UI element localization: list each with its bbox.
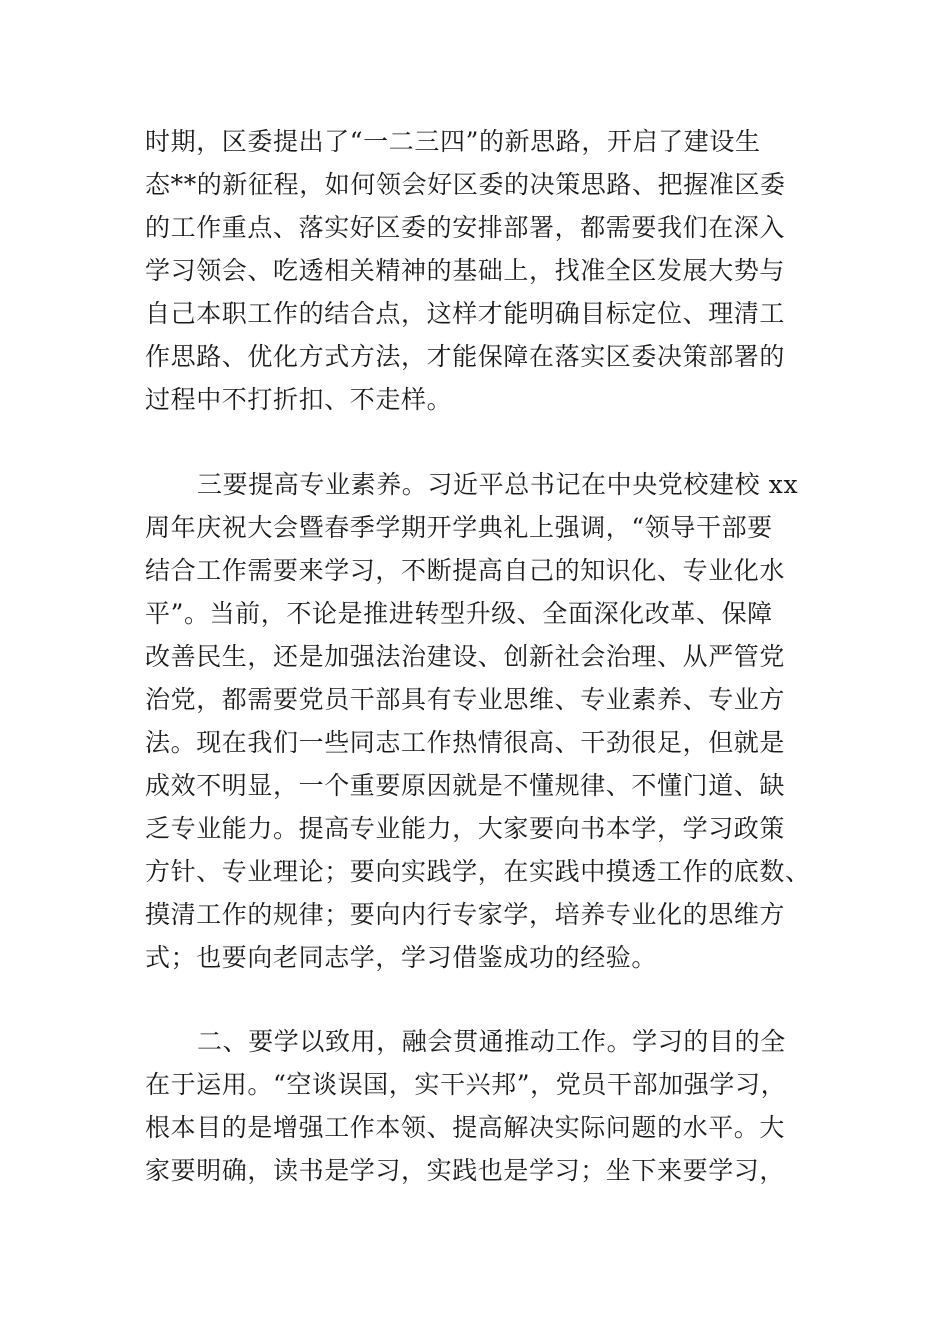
text-line: 过程中不打折扣、不走样。	[145, 385, 453, 414]
text-line: 改善民生，还是加强法治建设、创新社会治理、从严管党	[145, 642, 786, 671]
text-line: 时期，区委提出了“一二三四”的新思路，开启了建设生	[145, 127, 761, 156]
text-line: 乏专业能力。提高专业能力，大家要向书本学，学习政策	[145, 814, 786, 843]
paragraph-2	[145, 463, 811, 1022]
text-line: 家要明确，读书是学习，实践也是学习；坐下来要学习，	[145, 1156, 786, 1185]
text-line: 治党，都需要党员干部具有专业思维、专业素养、专业方	[145, 685, 786, 714]
text-line: 二、要学以致用，融会贯通推动工作。学习的目的全	[197, 1027, 786, 1056]
text-line: 在于运用。“空谈误国，实干兴邦”，党员干部加强学习，	[145, 1070, 787, 1099]
text-line: 作思路、优化方式方法，才能保障在落实区委决策部署的	[145, 342, 786, 371]
text-line: 式；也要向老同志学，学习借鉴成功的经验。	[145, 943, 658, 972]
paragraph-1	[145, 120, 805, 421]
text-line: 法。现在我们一些同志工作热情很高、干劲很足，但就是	[145, 728, 786, 757]
paragraph-3	[145, 1020, 805, 1192]
text-line: 平”。当前，不论是推进转型升级、全面深化改革、保障	[145, 599, 773, 628]
text-line: 成效不明显，一个重要原因就是不懂规律、不懂门道、缺	[145, 771, 786, 800]
text-line: 学习领会、吃透相关精神的基础上，找准全区发展大势与	[145, 256, 786, 285]
text-line: 三要提高专业素养。习近平总书记在中央党校建校 xx	[197, 470, 799, 499]
text-line: 结合工作需要来学习，不断提高自己的知识化、专业化水	[145, 556, 786, 585]
text-line: 周年庆祝大会暨春季学期开学典礼上强调，“领导干部要	[145, 513, 773, 542]
text-line: 自己本职工作的结合点，这样才能明确目标定位、理清工	[145, 299, 786, 328]
text-line	[145, 979, 805, 1022]
text-line: 的工作重点、落实好区委的安排部署，都需要我们在深入	[145, 213, 786, 242]
text-line: 根本目的是增强工作本领、提高解决实际问题的水平。大	[145, 1113, 786, 1142]
text-line: 方针、专业理论；要向实践学，在实践中摸透工作的底数、	[145, 857, 811, 886]
text-line: 态**的新征程，如何领会好区委的决策思路、把握准区委	[145, 170, 786, 199]
text-line: 摸清工作的规律；要向内行专家学，培养专业化的思维方	[145, 900, 786, 929]
